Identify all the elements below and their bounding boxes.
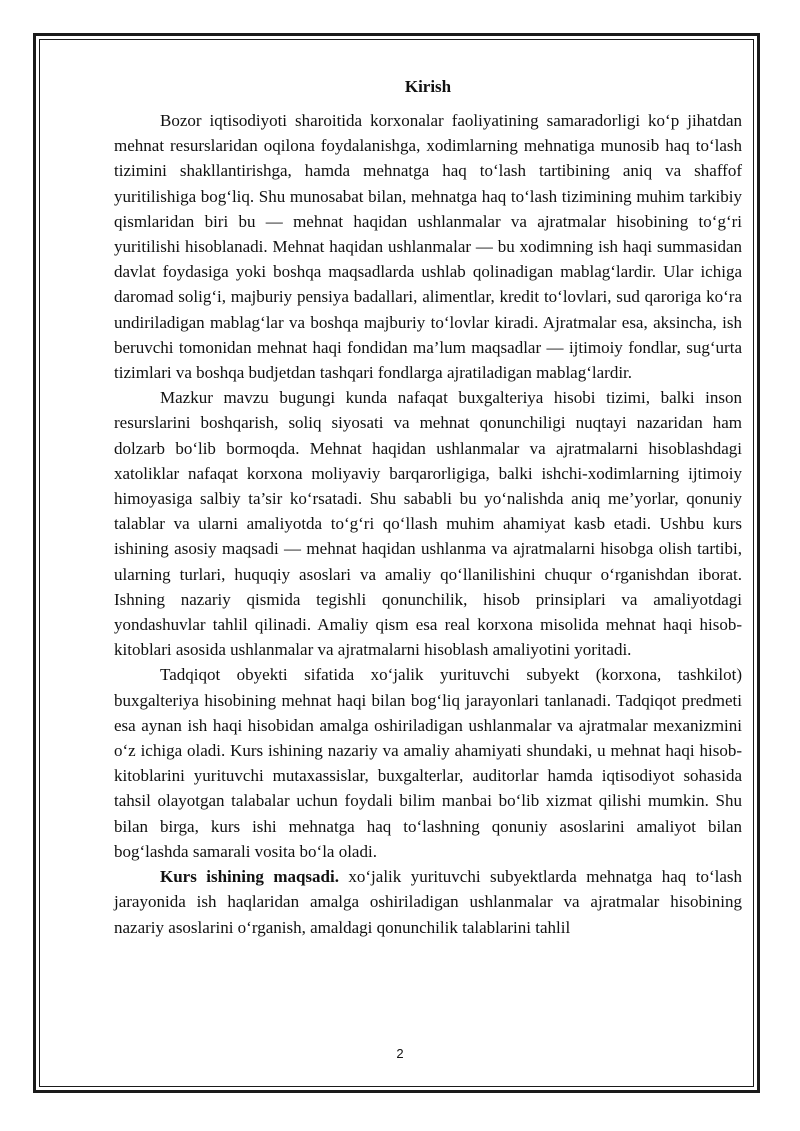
- paragraph-research-object: Tadqiqot obyekti sifatida xo‘jalik yurituvchi subyekt (korxona, tashkilot) buxgalteriya hisobining mehnat haqi bilan bog‘liq jarayonlari tanlanadi. Tadqiqot predmeti esa aynan ish haqi hisobidan amalga oshiriladigan ushlanmalar va ajratmalar mexanizmini o‘z ichiga oladi. Kurs ishining nazariy va amaliy ahamiyati shundaki, u mehnat haqi hisob-kitoblarini yurituvchi mutaxassislar, buxgalterlar, auditorlar hamda iqtisodiyot sohasida tahsil olayotgan talabalar uchun foydali bilim manbai bo‘lib xizmat qilishi mumkin. Shu bilan birga, kurs ishi mehnatga haq to‘lashning qonuniy asoslarini amaliyot bilan bog‘lashda samarali vosita bo‘la oladi.: [114, 665, 742, 861]
- section-heading: Kirish: [404, 77, 452, 96]
- paragraph-relevance: Mazkur mavzu bugungi kunda nafaqat buxgalteriya hisobi tizimi, balki inson resurslarini boshqarish, soliq siyosati va mehnat qonunchiligi nuqtayi nazaridan ham dolzarb bo‘lib bormoqda. Mehnat haqidan ushlanmalar va ajratmalarni hisoblashdagi xatoliklar nafaqat korxona moliyaviy barqarorligiga, balki ishchi-xodimlarning ijtimoiy himoyasiga salbiy ta’sir ko‘rsatadi. Shu sababli bu yo‘nalishda aniq me’yorlar, qonuniy talablar va ularni amaliyotda to‘g‘ri qo‘llash muhim ahamiyat kasb etadi. Ushbu kurs ishining asosiy maqsadi — mehnat haqidan ushlanma va ajratmalarni hisobga olish tartibi, ularning turlari, huquqiy asoslari va amaliy qo‘llanilishini chuqur o‘rganishdan iborat. Ishning nazariy qismida tegishli qonunchilik, hisob prinsiplari va amaliyotdagi yondashuvlar tahlil qilinadi. Amaliy qism esa real korxona misolida mehnat haqi hisob-kitoblari asosida ushlanmalar va ajratmalarni hisoblash amaliyotini yoritadi.: [114, 388, 742, 660]
- document-body: [114, 74, 742, 940]
- page-number: 2: [396, 1046, 404, 1061]
- paragraph-course-goal: [114, 864, 742, 940]
- course-goal-text: xo‘jalik yurituvchi subyektlarda mehnatga haq to‘lash jarayonida ish haqlaridan amalga oshiriladigan ushlanmalar va ajratmalar hisobining nazariy asoslarini o‘rganish, amaldagi qonunchilik talablarini tahlil: [114, 867, 742, 937]
- paragraph-intro: Bozor iqtisodiyoti sharoitida korxonalar faoliyatining samaradorligi ko‘p jihatdan mehnat resurslaridan oqilona foydalanishga, xodimlarning mehnatiga munosib haq to‘lash tizimini shakllantirishga, hamda mehnatga haq to‘lash tartibining aniq va shaffof yuritilishiga bog‘liq. Shu munosabat bilan, mehnatga haq to‘lash tizimining muhim tarkibiy qismlaridan biri bu — mehnat haqidan ushlanmalar va ajratmalar hisobining to‘g‘ri yuritilishi hisoblanadi. Mehnat haqidan ushlanmalar — bu xodimning ish haqi summasidan davlat foydasiga yoki boshqa maqsadlarda ushlab qolinadigan mablag‘lardir. Ular ichiga daromad solig‘i, majburiy pensiya badallari, alimentlar, kredit to‘lovlari, sud qaroriga ko‘ra undiriladigan mablag‘lar va boshqa majburiy to‘lovlar kiradi. Ajratmalar esa, aksincha, ish beruvchi tomonidan mehnat haqi fondidan ma’lum maqsadlar — ijtimoiy fondlar, sug‘urta tizimlari va boshqa budjetdan tashqari fondlarga ajratiladigan mablag‘lardir.: [114, 111, 742, 383]
- course-goal-lead: Kurs ishining maqsadi.: [160, 867, 339, 887]
